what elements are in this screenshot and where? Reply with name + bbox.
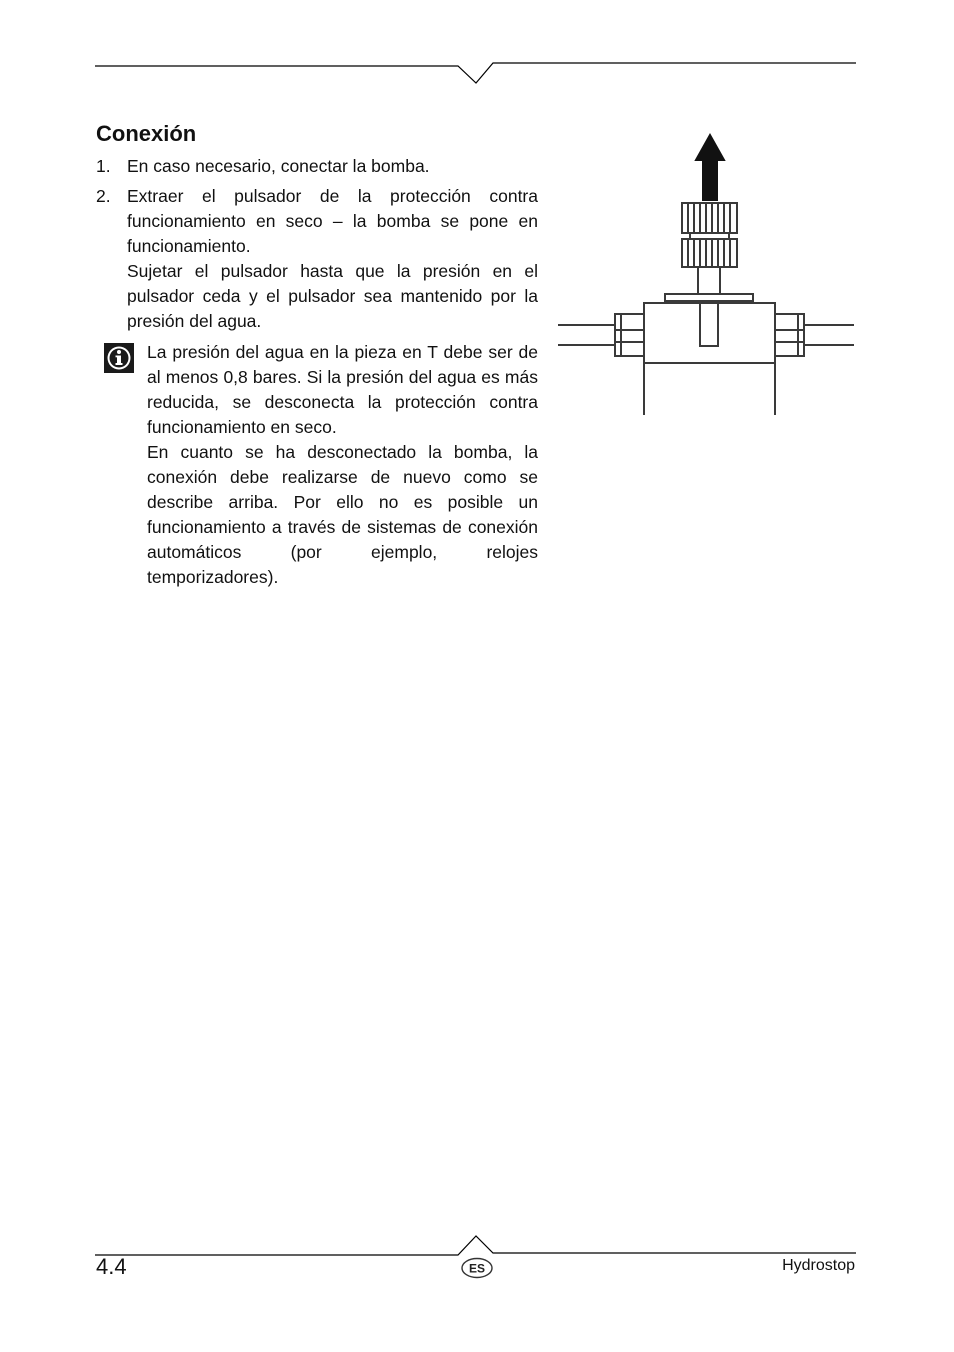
document-name: Hydrostop — [782, 1257, 855, 1274]
step-1 — [96, 154, 538, 179]
note-text: En cuanto se ha desconectado la bomba, la conexión debe realizarse de nuevo como se describe arriba. Por ello no es posible un funcionamiento a través de sistemas de conexión automáticos (por ejemplo, relojes temporizadores). — [147, 442, 538, 587]
section-title: Conexión — [96, 121, 197, 146]
step-text: Sujetar el pulsador hasta que la presión en el pulsador ceda y el pulsador sea mantenido por la presión del agua. — [127, 261, 538, 331]
info-note — [104, 340, 538, 590]
note-text: La presión del agua en la pieza en T debe ser de al menos 0,8 bares. Si la presión del agua es más reducida, se desconecta la protección contra funcionamiento en seco. — [147, 342, 538, 437]
up-arrow-icon — [696, 135, 724, 200]
language-badge — [461, 1257, 493, 1279]
step-text: Extraer el pulsador de la protección contra funcionamiento en seco – la bomba se pone en funcionamiento. — [127, 186, 538, 256]
header-rule — [0, 0, 954, 90]
instruction-steps — [96, 154, 538, 339]
step-number: 2. — [96, 186, 111, 206]
info-icon — [104, 343, 134, 373]
page-number: 4.4 — [96, 1254, 127, 1279]
t-piece-illustration — [556, 130, 856, 415]
step-2 — [96, 184, 538, 334]
step-number: 1. — [96, 156, 111, 176]
language-code: ES — [468, 1261, 486, 1276]
step-text: En caso necesario, conectar la bomba. — [127, 156, 430, 176]
